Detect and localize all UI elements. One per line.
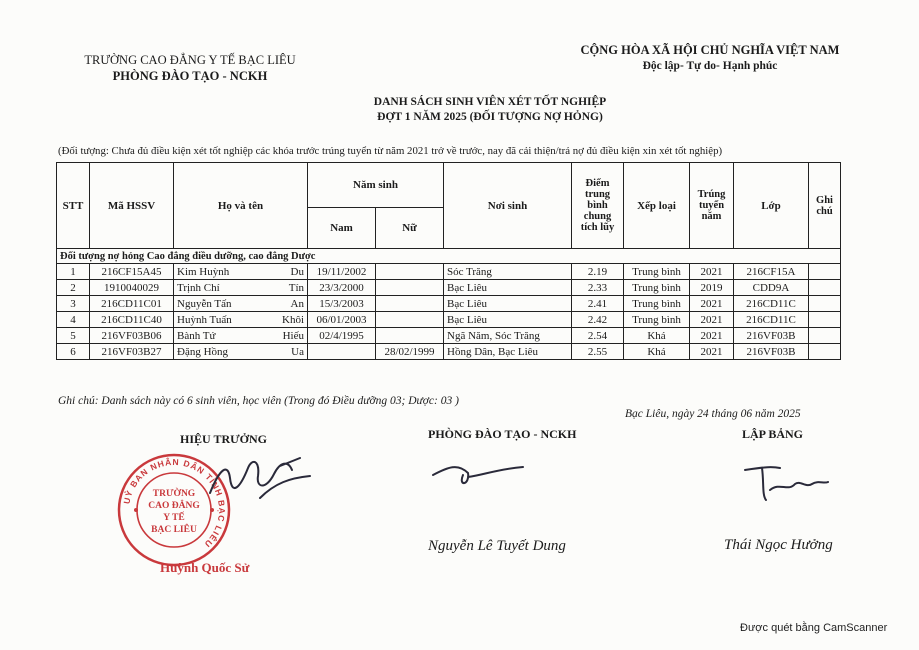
school-header	[60, 52, 320, 84]
cell-given-name: Tín	[288, 281, 304, 294]
cell-class: 216CF15A	[734, 264, 809, 280]
cell-class: 216CD11C	[734, 296, 809, 312]
cell-remarks	[809, 264, 841, 280]
cell-admission-year: 2021	[690, 328, 734, 344]
cell-gpa: 2.54	[572, 328, 624, 344]
header-admission-year: Trúng tuyển năm	[690, 163, 734, 249]
stamp-line-1: TRƯỜNG	[152, 489, 196, 499]
cell-stt: 4	[57, 312, 90, 328]
cell-stt: 1	[57, 264, 90, 280]
header-gpa: Điểm trung bình chung tích lũy	[572, 163, 624, 249]
cell-birth-female	[376, 280, 444, 296]
scanner-watermark: Được quét bằng CamScanner	[740, 622, 888, 634]
cell-birthplace: Bạc Liêu	[444, 280, 572, 296]
preparer-signature	[740, 460, 830, 505]
cell-birth-female	[376, 296, 444, 312]
department-title: PHÒNG ĐÀO TẠO - NCKH	[428, 427, 577, 441]
header-male: Nam	[308, 208, 376, 249]
cell-student-id: 216CD11C01	[90, 296, 174, 312]
department-name-signed: Nguyễn Lê Tuyết Dung	[428, 538, 566, 554]
header-full-name: Họ và tên	[174, 163, 308, 249]
cell-surname: Đặng Hồng	[177, 345, 229, 358]
cell-class: CDD9A	[734, 280, 809, 296]
group-row	[57, 249, 841, 264]
cell-gpa: 2.41	[572, 296, 624, 312]
principal-name: Huỳnh Quốc Sử	[160, 560, 250, 575]
cell-birth-male: 23/3/2000	[308, 280, 376, 296]
cell-full-name	[174, 296, 308, 312]
header-remarks: Ghi chú	[809, 163, 841, 249]
cell-birthplace: Hồng Dân, Bạc Liêu	[444, 344, 572, 360]
stamp-line-2: CAO ĐẲNG	[148, 501, 200, 511]
cell-admission-year: 2021	[690, 344, 734, 360]
table-row	[57, 344, 841, 360]
header-birthplace: Nơi sinh	[444, 163, 572, 249]
cell-classification: Trung bình	[624, 312, 690, 328]
country-name: CỘNG HÒA XÃ HỘI CHỦ NGHĨA VIỆT NAM	[580, 43, 840, 57]
header-student-id: Mã HSSV	[90, 163, 174, 249]
document-title	[220, 95, 760, 125]
cell-birthplace: Bạc Liêu	[444, 296, 572, 312]
cell-remarks	[809, 344, 841, 360]
cell-full-name	[174, 344, 308, 360]
cell-birth-female: 28/02/1999	[376, 344, 444, 360]
principal-signature	[200, 448, 320, 508]
principal-title: HIỆU TRƯỞNG	[180, 432, 268, 446]
cell-birthplace: Ngã Năm, Sóc Trăng	[444, 328, 572, 344]
cell-admission-year: 2019	[690, 280, 734, 296]
cell-full-name	[174, 280, 308, 296]
title-line-1: DANH SÁCH SINH VIÊN XÉT TỐT NGHIỆP	[373, 96, 607, 108]
cell-admission-year: 2021	[690, 312, 734, 328]
cell-birth-male: 02/4/1995	[308, 328, 376, 344]
table-row	[57, 264, 841, 280]
department-name: PHÒNG ĐÀO TẠO - NCKH	[112, 69, 268, 83]
cell-surname: Bành Tứ	[177, 329, 216, 342]
cell-given-name: Hiếu	[282, 329, 304, 342]
cell-birthplace: Sóc Trăng	[444, 264, 572, 280]
stamp-line-3: Y TẾ	[163, 513, 185, 523]
cell-classification: Khá	[624, 344, 690, 360]
cell-classification: Trung bình	[624, 280, 690, 296]
national-header	[560, 42, 860, 74]
cell-student-id: 216CD11C40	[90, 312, 174, 328]
header-stt: STT	[57, 163, 90, 249]
cell-birth-female	[376, 312, 444, 328]
cell-student-id: 1910040029	[90, 280, 174, 296]
cell-birth-male: 06/01/2003	[308, 312, 376, 328]
header-class: Lớp	[734, 163, 809, 249]
cell-stt: 2	[57, 280, 90, 296]
table-row	[57, 280, 841, 296]
cell-birth-female	[376, 264, 444, 280]
header-birth-year: Năm sinh	[308, 163, 444, 208]
cell-student-id: 216VF03B27	[90, 344, 174, 360]
cell-birth-male: 19/11/2002	[308, 264, 376, 280]
cell-gpa: 2.19	[572, 264, 624, 280]
date-line: Bạc Liêu, ngày 24 tháng 06 năm 2025	[625, 408, 801, 420]
title-line-2: ĐỢT 1 NĂM 2025 (ĐỐI TƯỢNG NỢ HỎNG)	[377, 111, 603, 123]
preparer-name: Thái Ngọc Hưởng	[724, 537, 833, 553]
cell-full-name	[174, 312, 308, 328]
cell-surname: Nguyễn Tấn	[177, 297, 232, 310]
header-classification: Xếp loại	[624, 163, 690, 249]
cell-surname: Huỳnh Tuấn	[177, 313, 232, 326]
cell-given-name: Du	[290, 265, 304, 278]
table-row	[57, 296, 841, 312]
cell-gpa: 2.42	[572, 312, 624, 328]
cell-full-name	[174, 264, 308, 280]
cell-remarks	[809, 296, 841, 312]
cell-classification: Khá	[624, 328, 690, 344]
cell-class: 216VF03B	[734, 344, 809, 360]
stamp-line-4: BẠC LIÊU	[151, 525, 197, 535]
cell-stt: 6	[57, 344, 90, 360]
department-signature	[428, 455, 528, 495]
cell-admission-year: 2021	[690, 264, 734, 280]
cell-given-name: An	[290, 297, 304, 310]
subject-note: (Đối tượng: Chưa đủ điều kiện xét tốt nghiệp các khóa trước trúng tuyển từ năm 2021 trở về trước, nay đã cải thiện/trả nợ đủ điều kiện xin xét tốt nghiệp)	[58, 145, 723, 157]
cell-given-name: Ua	[291, 345, 304, 358]
cell-class: 216CD11C	[734, 312, 809, 328]
cell-surname: Kim Huỳnh	[177, 265, 230, 278]
cell-classification: Trung bình	[624, 296, 690, 312]
table-row	[57, 328, 841, 344]
cell-remarks	[809, 312, 841, 328]
cell-class: 216VF03B	[734, 328, 809, 344]
school-name: TRƯỜNG CAO ĐẲNG Y TẾ BẠC LIÊU	[84, 53, 296, 67]
cell-given-name: Khôi	[282, 313, 304, 326]
preparer-title: LẬP BẢNG	[742, 427, 804, 441]
cell-full-name	[174, 328, 308, 344]
cell-birth-male: 15/3/2003	[308, 296, 376, 312]
cell-student-id: 216CF15A45	[90, 264, 174, 280]
stamp-ring-text: UỶ BAN NHÂN DÂN TỈNH BẠC LIÊU	[121, 456, 228, 550]
cell-birth-female	[376, 328, 444, 344]
cell-remarks	[809, 328, 841, 344]
summary-note: Ghi chú: Danh sách này có 6 sinh viên, học viên (Trong đó Điều dưỡng 03; Dược: 03 )	[58, 395, 459, 407]
cell-surname: Trịnh Chí	[177, 281, 220, 294]
cell-remarks	[809, 280, 841, 296]
cell-stt: 3	[57, 296, 90, 312]
student-table	[56, 162, 841, 360]
cell-gpa: 2.33	[572, 280, 624, 296]
cell-birth-male	[308, 344, 376, 360]
cell-admission-year: 2021	[690, 296, 734, 312]
cell-gpa: 2.55	[572, 344, 624, 360]
cell-classification: Trung bình	[624, 264, 690, 280]
cell-student-id: 216VF03B06	[90, 328, 174, 344]
header-female: Nữ	[376, 208, 444, 249]
group-label: Đối tượng nợ hỏng Cao đẳng điều dưỡng, cao đẳng Dược	[57, 249, 841, 264]
cell-stt: 5	[57, 328, 90, 344]
table-header-row	[57, 163, 841, 208]
national-motto: Độc lập- Tự do- Hạnh phúc	[642, 60, 778, 72]
cell-birthplace: Bạc Liêu	[444, 312, 572, 328]
table-row	[57, 312, 841, 328]
